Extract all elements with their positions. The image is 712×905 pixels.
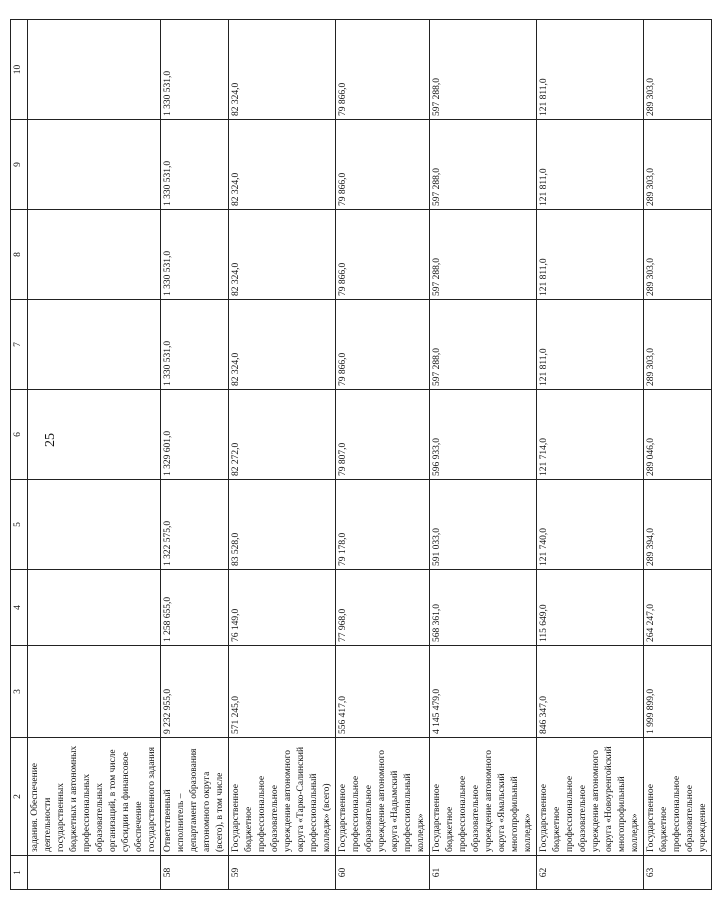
value-cell: 289 394,0	[644, 480, 712, 570]
row-number: 62	[537, 856, 644, 890]
value-cell: 82 324,0	[229, 120, 336, 210]
value-cell: 597 288,0	[430, 210, 537, 300]
value-cell: 79 807,0	[336, 390, 430, 480]
value-cell: 1 999 899,0	[644, 646, 712, 738]
value-cell: 79 866,0	[336, 120, 430, 210]
value-cell: 597 288,0	[430, 300, 537, 390]
value-cell: 1 330 531,0	[161, 210, 229, 300]
table-row	[537, 20, 644, 890]
header-cell: 10	[11, 20, 28, 120]
row-number: 58	[161, 856, 229, 890]
value-cell: 597 288,0	[430, 20, 537, 120]
header-row	[11, 20, 28, 890]
value-cell: 289 303,0	[644, 210, 712, 300]
row-name: Государственное бюджетное профессиональное образовательное учреждение автономного округа «Новоуренгойский многопрофильный колледж»	[537, 738, 644, 856]
value-cell: 591 033,0	[430, 480, 537, 570]
value-cell: 1 330 531,0	[161, 20, 229, 120]
header-cell: 6	[11, 390, 28, 480]
value-cell	[28, 480, 161, 570]
value-cell	[28, 120, 161, 210]
header-cell: 9	[11, 120, 28, 210]
value-cell: 82 272,0	[229, 390, 336, 480]
value-cell: 121 811,0	[537, 300, 644, 390]
value-cell: 121 811,0	[537, 210, 644, 300]
value-cell	[28, 20, 161, 120]
value-cell: 568 361,0	[430, 570, 537, 646]
value-cell: 82 324,0	[229, 210, 336, 300]
row-number	[28, 856, 161, 890]
header-cell: 7	[11, 300, 28, 390]
page-number: 25	[43, 433, 58, 447]
table-row	[430, 20, 537, 890]
row-name: Государственное профессиональное образовательное учреждение автономного округа «Надымский профессиональный колледж»	[336, 738, 430, 856]
value-cell: 79 178,0	[336, 480, 430, 570]
value-cell: 596 933,0	[430, 390, 537, 480]
value-cell: 79 866,0	[336, 210, 430, 300]
value-cell	[28, 390, 161, 480]
header-cell: 4	[11, 570, 28, 646]
table-row	[229, 20, 336, 890]
row-name: Государственное бюджетное профессиональное образовательное учреждение	[644, 738, 712, 856]
table-row	[336, 20, 430, 890]
rotated-table-wrapper	[10, 20, 708, 890]
value-cell: 1 329 601,0	[161, 390, 229, 480]
table-row	[28, 20, 161, 890]
value-cell: 121 811,0	[537, 20, 644, 120]
value-cell: 289 303,0	[644, 120, 712, 210]
row-name: Ответственный исполнитель – департамент образования автономного округа (всего), в том числе	[161, 738, 229, 856]
row-name: задания. Обеспечение деятельности государственных бюджетных и автономных профессиональных образовательных организаций, в том числе субсидии на финансовое обеспечение государственного задания	[28, 738, 161, 856]
value-cell: 846 347,0	[537, 646, 644, 738]
header-cell: 2	[11, 738, 28, 856]
value-cell: 121 811,0	[537, 120, 644, 210]
value-cell: 82 324,0	[229, 20, 336, 120]
value-cell	[28, 300, 161, 390]
value-cell: 597 288,0	[430, 120, 537, 210]
value-cell	[28, 646, 161, 738]
header-cell: 1	[11, 856, 28, 890]
value-cell: 115 649,0	[537, 570, 644, 646]
value-cell: 264 247,0	[644, 570, 712, 646]
value-cell: 1 330 531,0	[161, 300, 229, 390]
value-cell	[28, 570, 161, 646]
value-cell: 9 232 955,0	[161, 646, 229, 738]
table-row	[161, 20, 229, 890]
value-cell: 77 968,0	[336, 570, 430, 646]
header-cell: 8	[11, 210, 28, 300]
value-cell: 289 046,0	[644, 390, 712, 480]
table-row	[644, 20, 712, 890]
row-number: 60	[336, 856, 430, 890]
value-cell	[28, 210, 161, 300]
value-cell: 82 324,0	[229, 300, 336, 390]
value-cell: 121 740,0	[537, 480, 644, 570]
value-cell: 556 417,0	[336, 646, 430, 738]
budget-table	[10, 19, 712, 890]
row-number: 61	[430, 856, 537, 890]
value-cell: 121 714,0	[537, 390, 644, 480]
value-cell: 1 322 575,0	[161, 480, 229, 570]
header-cell: 5	[11, 480, 28, 570]
value-cell: 4 145 479,0	[430, 646, 537, 738]
value-cell: 76 149,0	[229, 570, 336, 646]
value-cell: 571 245,0	[229, 646, 336, 738]
value-cell: 83 528,0	[229, 480, 336, 570]
row-number: 63	[644, 856, 712, 890]
value-cell: 79 866,0	[336, 300, 430, 390]
value-cell: 289 303,0	[644, 20, 712, 120]
row-number: 59	[229, 856, 336, 890]
value-cell: 289 303,0	[644, 300, 712, 390]
value-cell: 79 866,0	[336, 20, 430, 120]
value-cell: 1 330 531,0	[161, 120, 229, 210]
value-cell: 1 258 655,0	[161, 570, 229, 646]
row-name: Государственное бюджетное профессиональное образовательное учреждение автономного округа «Ямальский многопрофильный колледж»	[430, 738, 537, 856]
row-name: Государственное бюджетное профессиональное образовательное учреждение автономного округа «Тарко-Салинский профессиональный колледж» (всего)	[229, 738, 336, 856]
header-cell: 3	[11, 646, 28, 738]
